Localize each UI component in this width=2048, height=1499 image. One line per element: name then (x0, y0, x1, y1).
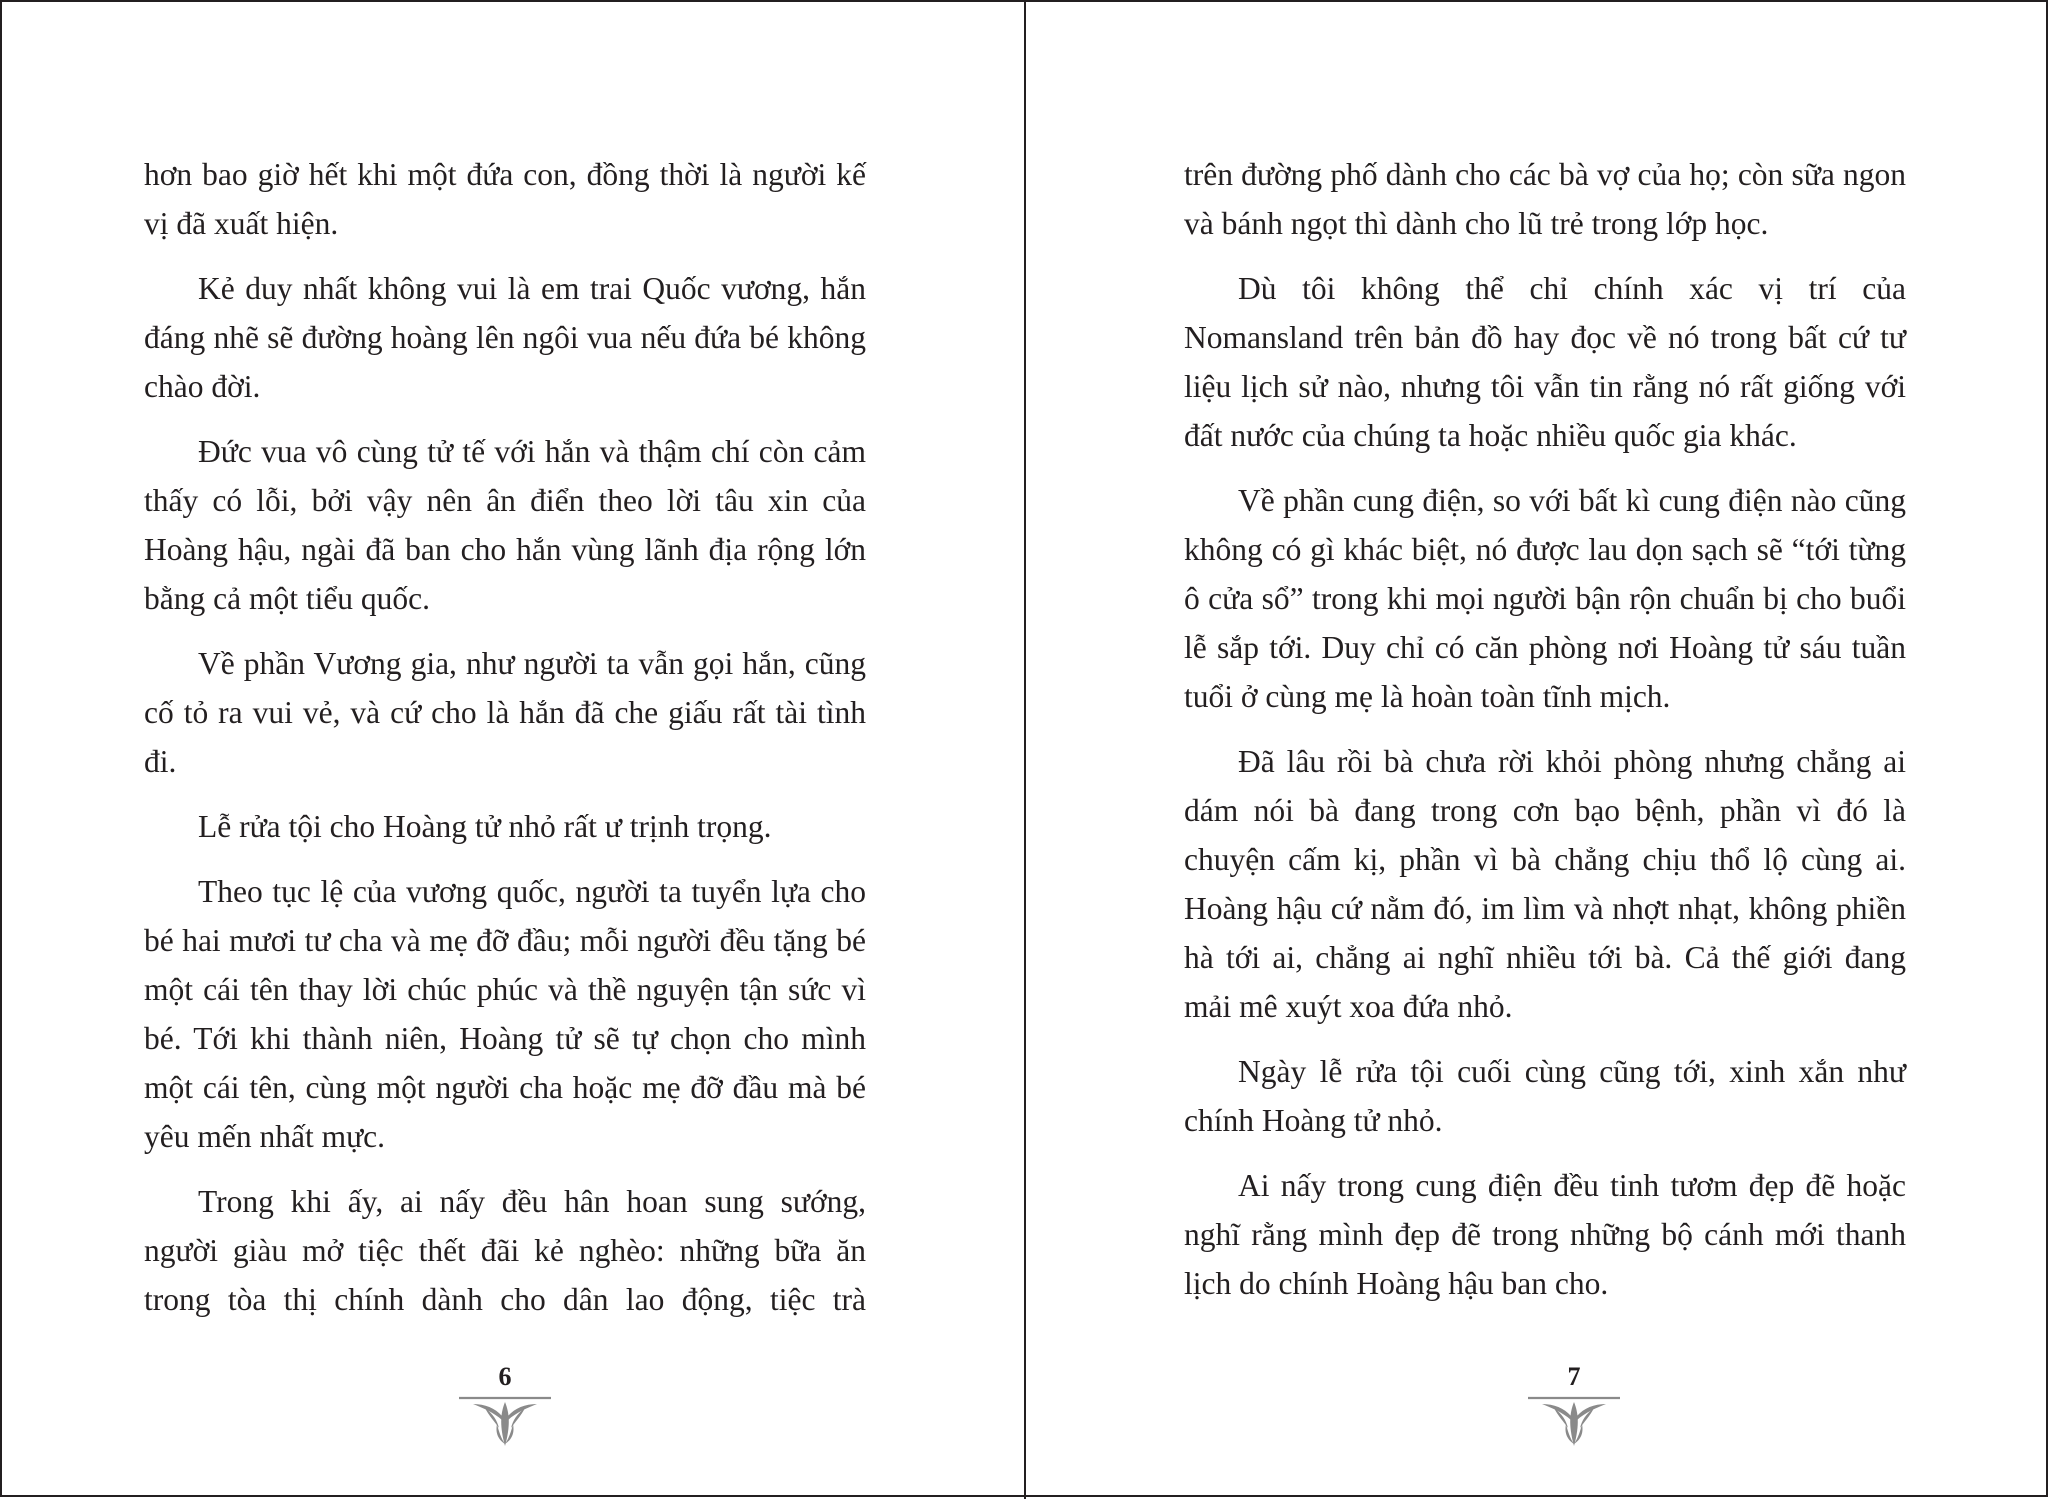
paragraph: Đã lâu rồi bà chưa rời khỏi phòng nhưng chẳng ai dám nói bà đang trong cơn bạo bệnh, phần vì đó là chuyện cấm kị, phần vì bà chẳng chịu thổ lộ cùng ai. Hoàng hậu cứ nằm đó, im lìm và nhợt nhạt, không phiền hà tới ai, chẳng ai nghĩ nhiều tới bà. Cả thế giới đang mải mê xuýt xoa đứa nhỏ. (1184, 744, 1906, 1024)
right-page-text (1184, 150, 1906, 1324)
left-page (2, 2, 1024, 1499)
paragraph: Lễ rửa tội cho Hoàng tử nhỏ rất ư trịnh trọng. (198, 809, 772, 844)
left-page-text (144, 150, 866, 1340)
paragraph: Kẻ duy nhất không vui là em trai Quốc vương, hắn đáng nhẽ sẽ đường hoàng lên ngôi vua nếu đứa bé không chào đời. (144, 271, 866, 404)
page-number: 6 (498, 1362, 512, 1391)
page-number: 7 (1567, 1362, 1581, 1391)
paragraph: Về phần cung điện, so với bất kì cung điện nào cũng không có gì khác biệt, nó được lau dọn sạch sẽ “tới từng ô cửa sổ” trong khi mọi người bận rộn chuẩn bị cho buổi lễ sắp tới. Duy chỉ có căn phòng nơi Hoàng tử sáu tuần tuổi ở cùng mẹ là hoàn toàn tĩnh mịch. (1184, 483, 1906, 714)
fleuron-ornament-icon (455, 1394, 555, 1450)
fleuron-ornament-icon (1524, 1394, 1624, 1450)
paragraph: Ngày lễ rửa tội cuối cùng cũng tới, xinh xắn như chính Hoàng tử nhỏ. (1184, 1054, 1906, 1138)
paragraph: trên đường phố dành cho các bà vợ của họ; còn sữa ngon và bánh ngọt thì dành cho lũ trẻ trong lớp học. (1184, 157, 1906, 241)
paragraph: Đức vua vô cùng tử tế với hắn và thậm chí còn cảm thấy có lỗi, bởi vậy nên ân điển theo lời tâu xin của Hoàng hậu, ngài đã ban cho hắn vùng lãnh địa rộng lớn bằng cả một tiểu quốc. (144, 434, 866, 616)
paragraph: Dù tôi không thể chỉ chính xác vị trí của Nomansland trên bản đồ hay đọc về nó trong bất cứ tư liệu lịch sử nào, nhưng tôi vẫn tin rằng nó rất giống với đất nước của chúng ta hoặc nhiều quốc gia khác. (1184, 271, 1906, 453)
paragraph: Trong khi ấy, ai nấy đều hân hoan sung sướng, người giàu mở tiệc thết đãi kẻ nghèo: những bữa ăn trong tòa thị chính dành cho dân lao động, tiệc trà (144, 1184, 866, 1317)
paragraph: Về phần Vương gia, như người ta vẫn gọi hắn, cũng cố tỏ ra vui vẻ, và cứ cho là hắn đã che giấu rất tài tình đi. (144, 646, 866, 779)
paragraph: Ai nấy trong cung điện đều tinh tươm đẹp đẽ hoặc nghĩ rằng mình đẹp đẽ trong những bộ cánh mới thanh lịch do chính Hoàng hậu ban cho. (1184, 1168, 1906, 1301)
paragraph: Theo tục lệ của vương quốc, người ta tuyển lựa cho bé hai mươi tư cha và mẹ đỡ đầu; mỗi người đều tặng bé một cái tên thay lời chúc phúc và thề nguyện tận sức vì bé. Tới khi thành niên, Hoàng tử sẽ tự chọn cho mình một cái tên, cùng một người cha hoặc mẹ đỡ đầu mà bé yêu mến nhất mực. (144, 874, 866, 1154)
right-page (1026, 2, 2048, 1499)
paragraph: hơn bao giờ hết khi một đứa con, đồng thời là người kế vị đã xuất hiện. (144, 157, 866, 241)
